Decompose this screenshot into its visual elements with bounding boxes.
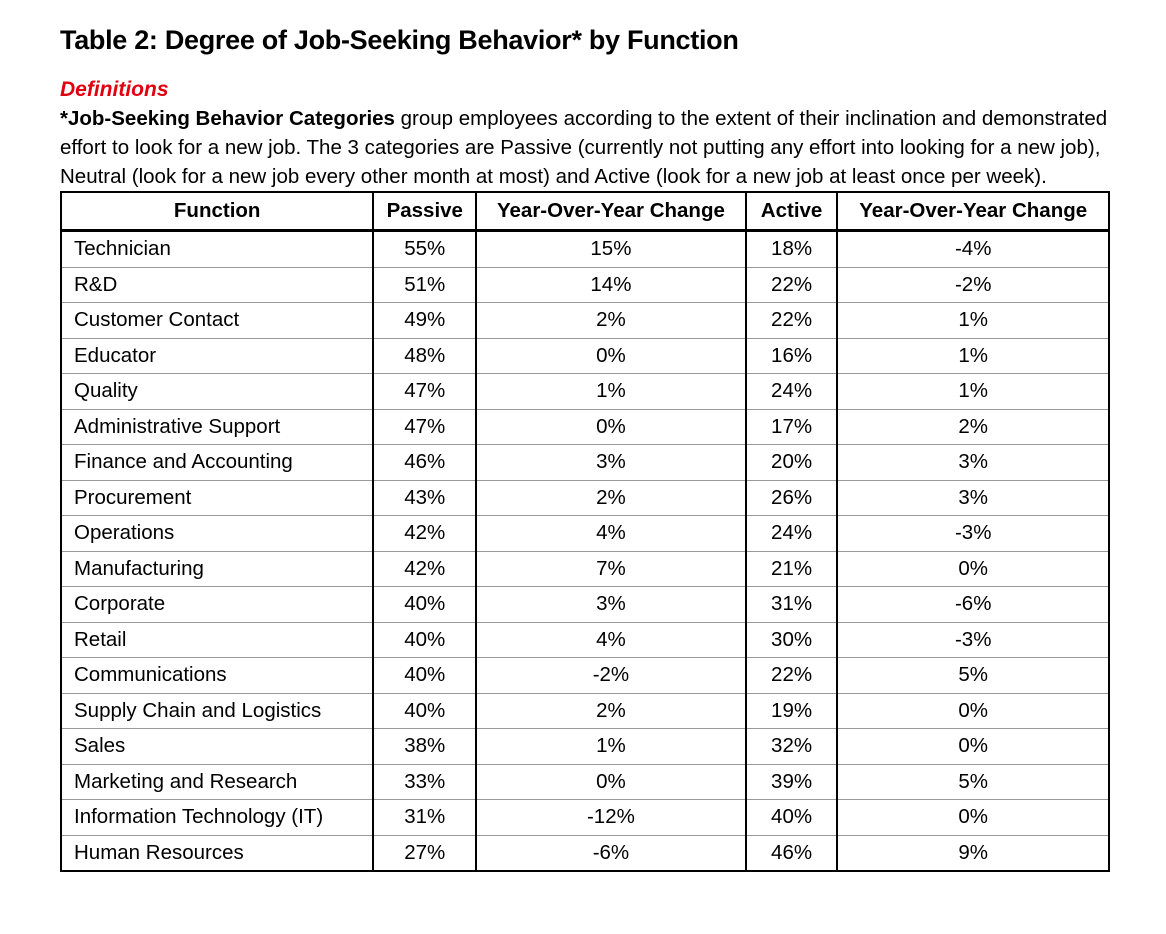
cell-passive: 40% <box>373 587 476 623</box>
cell-passive-yoy-change: 4% <box>476 516 746 552</box>
header-active-yoy-change: Year-Over-Year Change <box>837 192 1109 231</box>
header-active: Active <box>746 192 838 231</box>
definitions-body: group employees according to the extent of their inclination and demonstrated effort to look for a new job. The 3 categories are Passive (currently not putting any effort into looking for a new job), Neutral (look for a new job every other month at most) and Active (look for a new job at least once per week). <box>60 107 1108 188</box>
cell-function: Corporate <box>61 587 373 623</box>
cell-function: Supply Chain and Logistics <box>61 693 373 729</box>
cell-passive-yoy-change: -12% <box>476 800 746 836</box>
cell-active-yoy-change: -4% <box>837 231 1109 268</box>
cell-passive: 42% <box>373 551 476 587</box>
job-seeking-table <box>60 191 1110 872</box>
table-row <box>61 764 1109 800</box>
cell-active: 16% <box>746 338 838 374</box>
cell-passive-yoy-change: 2% <box>476 480 746 516</box>
cell-active-yoy-change: 1% <box>837 338 1109 374</box>
cell-active: 32% <box>746 729 838 765</box>
cell-passive: 47% <box>373 374 476 410</box>
cell-function: Educator <box>61 338 373 374</box>
cell-passive-yoy-change: -2% <box>476 658 746 694</box>
cell-active-yoy-change: 0% <box>837 551 1109 587</box>
cell-passive-yoy-change: 0% <box>476 764 746 800</box>
cell-function: Retail <box>61 622 373 658</box>
cell-active-yoy-change: 1% <box>837 374 1109 410</box>
table-row <box>61 374 1109 410</box>
cell-function: Administrative Support <box>61 409 373 445</box>
table-row <box>61 551 1109 587</box>
table-row <box>61 303 1109 339</box>
cell-passive: 49% <box>373 303 476 339</box>
cell-active-yoy-change: 3% <box>837 445 1109 481</box>
table-row <box>61 409 1109 445</box>
table-row <box>61 267 1109 303</box>
cell-passive-yoy-change: -6% <box>476 835 746 871</box>
cell-passive: 48% <box>373 338 476 374</box>
cell-function: Finance and Accounting <box>61 445 373 481</box>
cell-function: Manufacturing <box>61 551 373 587</box>
cell-passive-yoy-change: 0% <box>476 409 746 445</box>
cell-passive-yoy-change: 1% <box>476 374 746 410</box>
table-row <box>61 729 1109 765</box>
cell-active: 21% <box>746 551 838 587</box>
cell-active: 39% <box>746 764 838 800</box>
cell-active-yoy-change: 1% <box>837 303 1109 339</box>
cell-function: Sales <box>61 729 373 765</box>
cell-active-yoy-change: 0% <box>837 729 1109 765</box>
cell-active-yoy-change: 5% <box>837 764 1109 800</box>
table-row <box>61 622 1109 658</box>
cell-active: 18% <box>746 231 838 268</box>
cell-passive: 51% <box>373 267 476 303</box>
cell-active-yoy-change: 5% <box>837 658 1109 694</box>
cell-function: Technician <box>61 231 373 268</box>
cell-active: 31% <box>746 587 838 623</box>
cell-function: Human Resources <box>74 840 244 864</box>
cell-function: Information Technology (IT) <box>61 800 373 836</box>
cell-active-yoy-change: 0% <box>837 693 1109 729</box>
cell-function: R&D <box>61 267 373 303</box>
table-row <box>61 658 1109 694</box>
table-row <box>61 445 1109 481</box>
cell-passive-yoy-change: 7% <box>476 551 746 587</box>
cell-passive-yoy-change: 1% <box>476 729 746 765</box>
cell-passive: 42% <box>373 516 476 552</box>
cell-active-yoy-change: 2% <box>837 409 1109 445</box>
cell-function: Communications <box>61 658 373 694</box>
cell-passive: 43% <box>373 480 476 516</box>
table-title: Table 2: Degree of Job-Seeking Behavior* by Function <box>60 25 739 55</box>
cell-active: 46% <box>746 835 838 871</box>
cell-function: Operations <box>61 516 373 552</box>
table-header-row <box>61 192 1109 231</box>
cell-function: Marketing and Research <box>61 764 373 800</box>
table-row <box>61 516 1109 552</box>
cell-active: 26% <box>746 480 838 516</box>
cell-active-yoy-change: -2% <box>837 267 1109 303</box>
cell-passive: 40% <box>373 622 476 658</box>
cell-active: 40% <box>746 800 838 836</box>
cell-active: 22% <box>746 303 838 339</box>
cell-passive: 31% <box>373 800 476 836</box>
cell-function: Customer Contact <box>61 303 373 339</box>
header-function: Function <box>61 192 373 231</box>
cell-passive-yoy-change: 2% <box>476 303 746 339</box>
cell-passive: 40% <box>373 693 476 729</box>
cell-active-yoy-change: 9% <box>837 835 1109 871</box>
cell-active-yoy-change: -3% <box>837 516 1109 552</box>
cell-passive-yoy-change: 15% <box>476 231 746 268</box>
cell-active: 22% <box>746 267 838 303</box>
cell-active: 20% <box>746 445 838 481</box>
cell-active: 22% <box>746 658 838 694</box>
document-page <box>60 18 1140 872</box>
cell-active: 30% <box>746 622 838 658</box>
definitions-term: *Job-Seeking Behavior Categories <box>60 107 395 130</box>
cell-passive: 33% <box>373 764 476 800</box>
cell-passive-yoy-change: 14% <box>476 267 746 303</box>
cell-function: Procurement <box>61 480 373 516</box>
cell-active-yoy-change: -3% <box>837 622 1109 658</box>
header-passive: Passive <box>373 192 476 231</box>
cell-function: Quality <box>61 374 373 410</box>
cell-passive-yoy-change: 3% <box>476 587 746 623</box>
cell-passive-yoy-change: 3% <box>476 445 746 481</box>
cell-passive-yoy-change: 2% <box>476 693 746 729</box>
cell-active-yoy-change: 0% <box>837 800 1109 836</box>
table-body <box>61 231 1109 872</box>
cell-passive: 47% <box>373 409 476 445</box>
definitions-heading: Definitions <box>60 78 169 101</box>
table-row <box>61 480 1109 516</box>
cell-active: 17% <box>746 409 838 445</box>
cell-passive-yoy-change: 0% <box>476 338 746 374</box>
cell-active-yoy-change: -6% <box>837 587 1109 623</box>
cell-active: 19% <box>746 693 838 729</box>
table-row <box>61 800 1109 836</box>
cell-active-yoy-change: 3% <box>837 480 1109 516</box>
cell-active: 24% <box>746 516 838 552</box>
cell-passive-yoy-change: 4% <box>476 622 746 658</box>
cell-passive: 46% <box>373 445 476 481</box>
table-row <box>61 693 1109 729</box>
header-passive-yoy-change: Year-Over-Year Change <box>476 192 746 231</box>
definitions-text <box>60 104 1140 191</box>
cell-passive: 40% <box>373 658 476 694</box>
cell-passive: 27% <box>373 835 476 871</box>
table-row <box>61 338 1109 374</box>
cell-active: 24% <box>746 374 838 410</box>
cell-passive: 55% <box>373 231 476 268</box>
table-row <box>61 835 1109 871</box>
table-row <box>61 231 1109 268</box>
cell-passive: 38% <box>373 729 476 765</box>
table-row <box>61 587 1109 623</box>
